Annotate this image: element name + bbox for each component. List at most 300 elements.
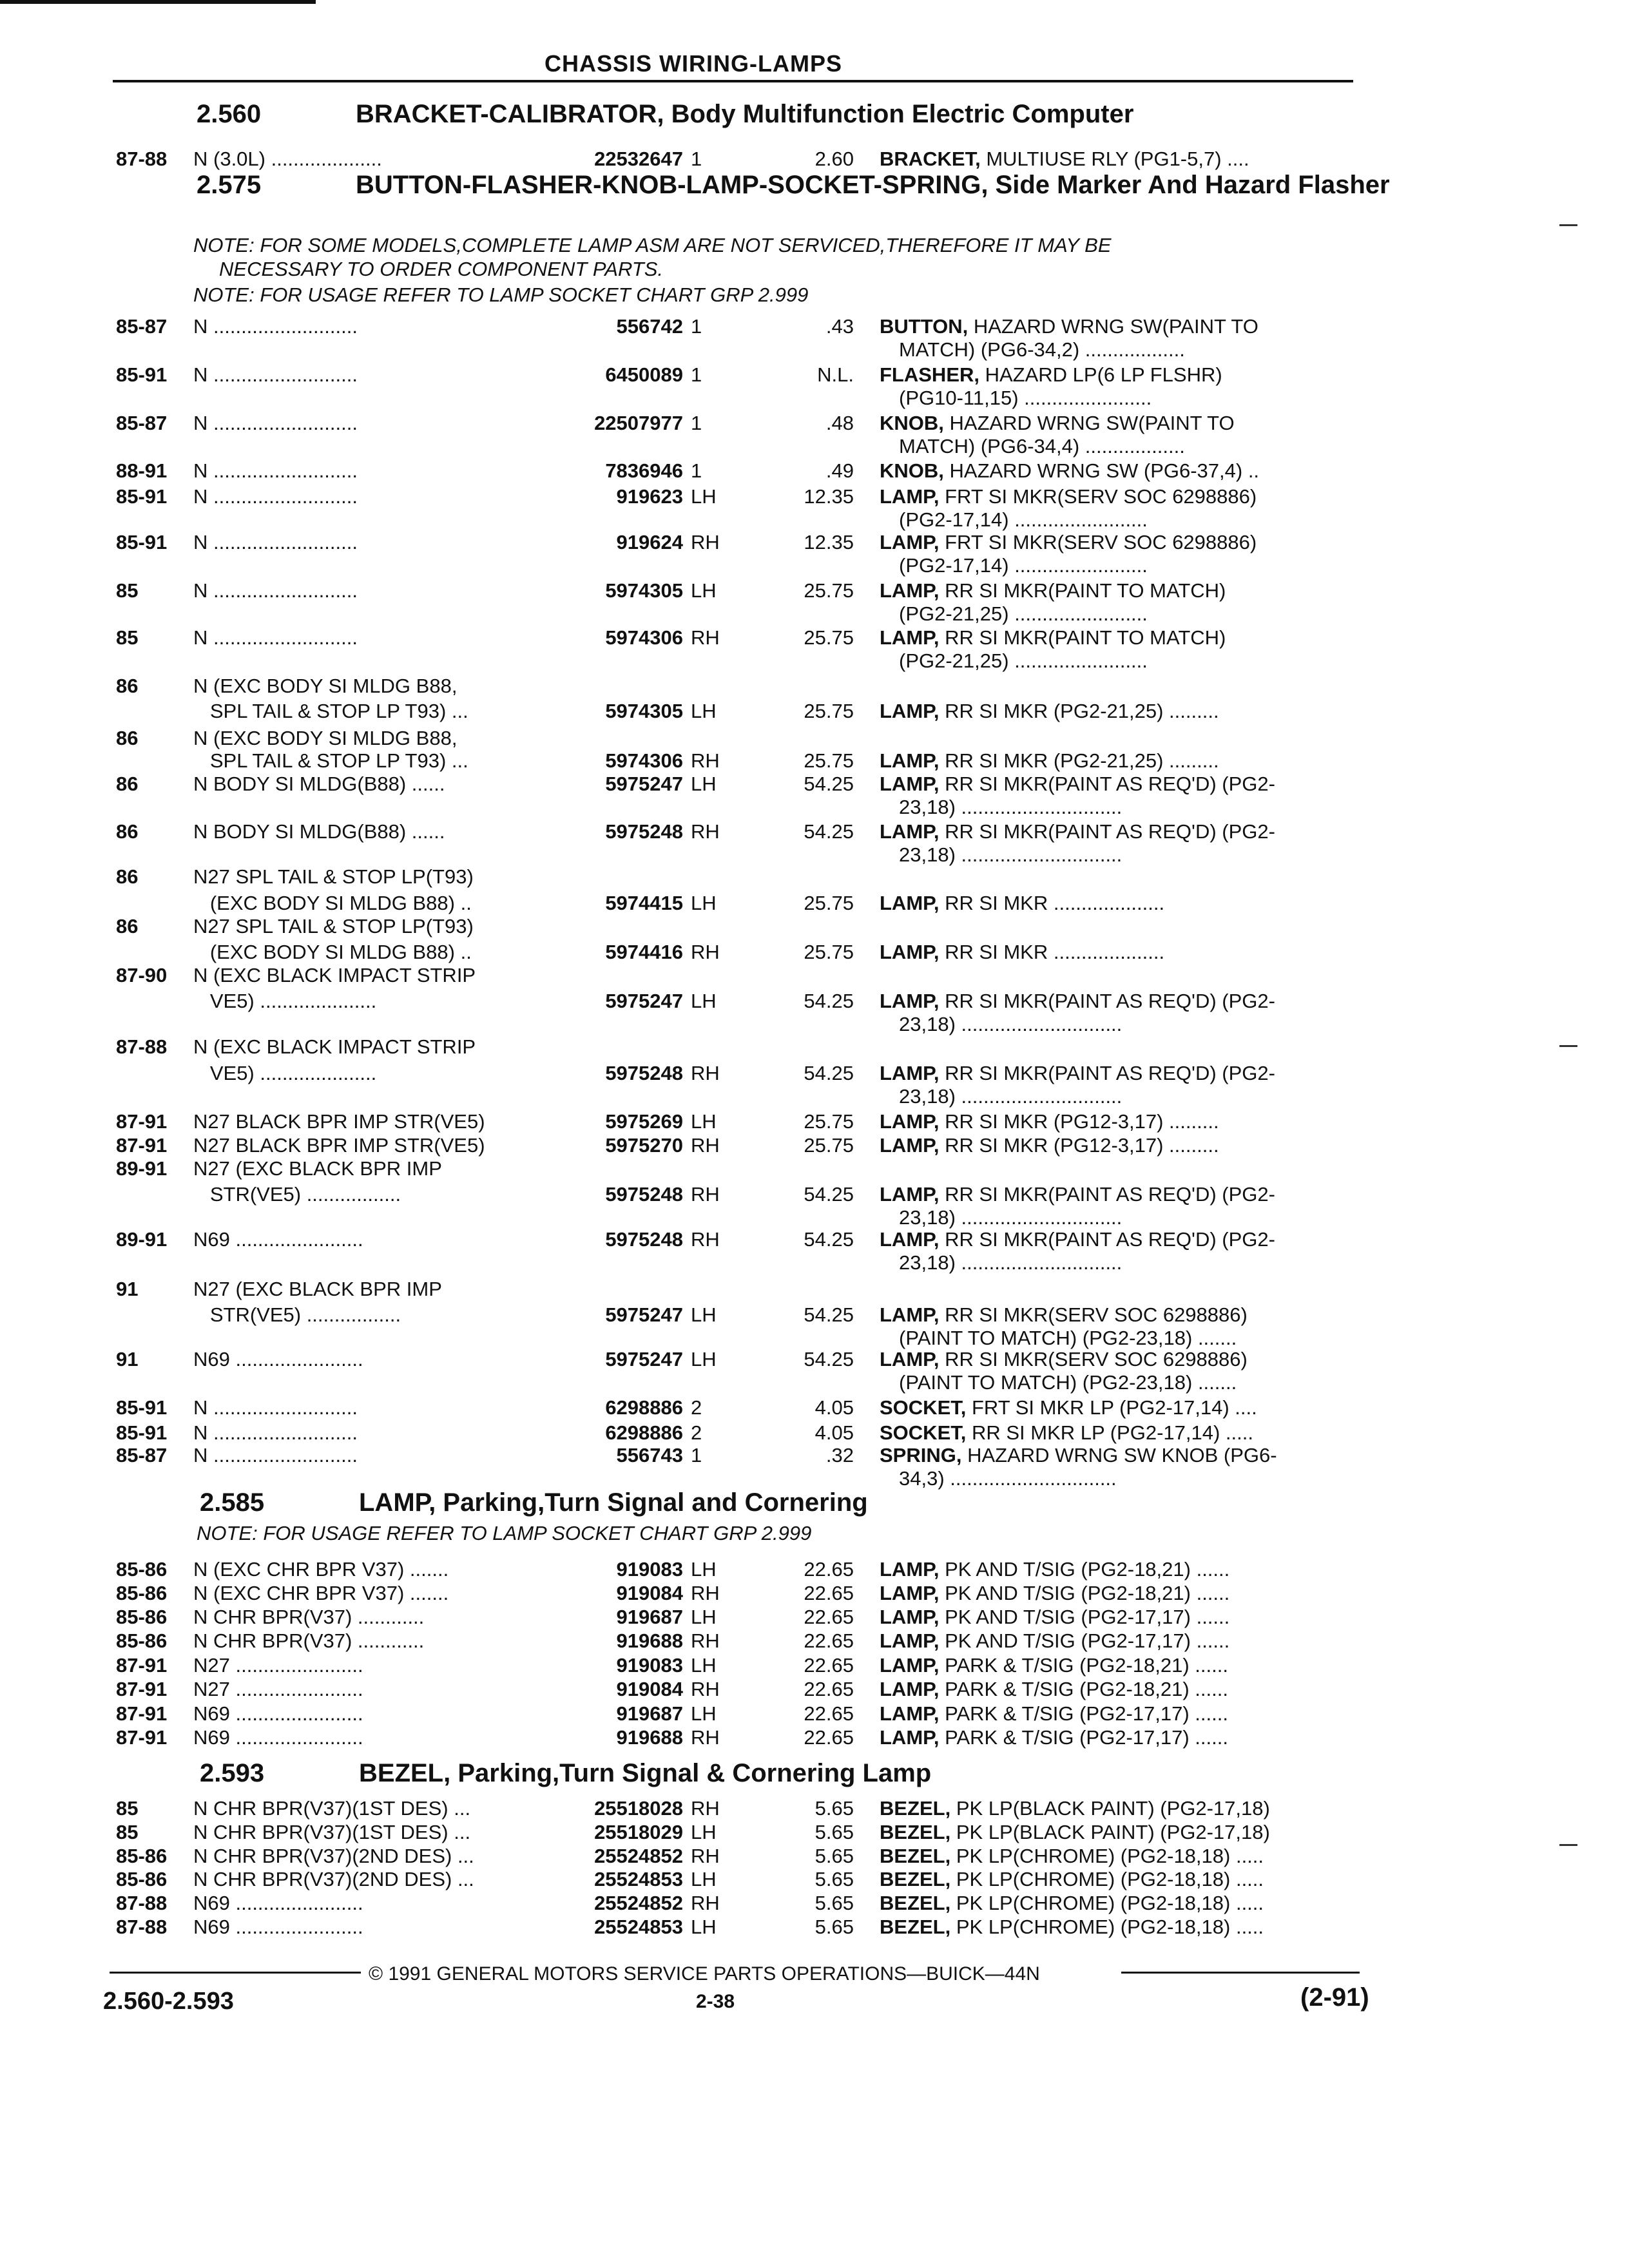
model-years: 85-91	[116, 1421, 168, 1444]
description	[880, 1581, 1356, 1605]
part-row	[0, 1182, 1629, 1208]
application: N69 .......................	[193, 1228, 363, 1251]
quantity: 1	[691, 459, 702, 482]
group-number: 2.560	[197, 100, 262, 128]
application: N27 SPL TAIL & STOP LP(T93)	[193, 915, 474, 937]
price: 54.25	[804, 1348, 854, 1370]
application: N27 SPL TAIL & STOP LP(T93)	[193, 865, 474, 888]
description	[880, 1867, 1356, 1891]
part-number: 556742	[616, 315, 683, 338]
part-detail: RR SI MKR (PG12-3,17) .........	[939, 1134, 1219, 1157]
description-continuation: (PG2-17,14) ........................	[899, 508, 1148, 531]
quantity: RH	[691, 1797, 720, 1820]
description	[880, 1796, 1356, 1820]
part-detail: HAZARD WRNG SW(PAINT TO	[943, 412, 1235, 434]
description	[880, 1725, 1356, 1749]
part-name: LAMP,	[880, 941, 940, 963]
application: N (EXC CHR BPR V37) .......	[193, 1558, 449, 1581]
price: 22.65	[804, 1678, 854, 1700]
price: 54.25	[804, 1183, 854, 1206]
part-name: BUTTON,	[880, 315, 969, 338]
part-detail: PARK & T/SIG (PG2-17,17) ......	[939, 1726, 1228, 1749]
description	[880, 314, 1356, 338]
model-years: 85-91	[116, 363, 168, 386]
application: N CHR BPR(V37)(2ND DES) ...	[193, 1868, 474, 1890]
group-title: LAMP, Parking,Turn Signal and Cornering	[359, 1488, 868, 1517]
part-row	[0, 865, 1629, 890]
description-continuation: 23,18) .............................	[899, 1251, 1123, 1274]
price: 54.25	[804, 1228, 854, 1251]
model-years: 85-91	[116, 1396, 168, 1419]
price: 54.25	[804, 773, 854, 795]
application: N ..........................	[193, 1444, 358, 1466]
part-row	[0, 459, 1629, 485]
part-name: LAMP,	[880, 1582, 940, 1604]
price: 22.65	[804, 1558, 854, 1581]
quantity: LH	[691, 773, 717, 795]
description	[880, 1844, 1356, 1868]
part-row	[0, 530, 1629, 556]
part-name: KNOB,	[880, 412, 944, 434]
part-number: 5974416	[605, 941, 683, 963]
model-years: 87-91	[116, 1726, 168, 1749]
part-detail: HAZARD WRNG SW(PAINT TO	[968, 315, 1258, 338]
part-name: LAMP,	[880, 820, 940, 843]
quantity: 1	[691, 363, 702, 386]
part-number: 25518029	[594, 1821, 683, 1843]
model-years: 85	[116, 579, 139, 602]
quantity: LH	[691, 990, 717, 1012]
quantity: RH	[691, 1845, 720, 1867]
application: N ..........................	[193, 412, 358, 434]
part-detail: PARK & T/SIG (PG2-18,21) ......	[939, 1678, 1228, 1700]
model-years: 85	[116, 1797, 139, 1820]
model-years: 85-87	[116, 412, 168, 434]
price: 54.25	[804, 820, 854, 843]
part-row	[0, 579, 1629, 604]
margin-mark	[1559, 1844, 1577, 1846]
part-name: LAMP,	[880, 1062, 940, 1084]
description	[880, 699, 1356, 723]
part-row	[0, 1844, 1629, 1870]
part-detail: PK AND T/SIG (PG2-17,17) ......	[939, 1606, 1230, 1628]
part-name: LAMP,	[880, 1654, 940, 1677]
part-name: LAMP,	[880, 1183, 940, 1206]
part-name: BRACKET,	[880, 148, 981, 170]
part-name: BEZEL,	[880, 1797, 951, 1820]
part-detail: RR SI MKR LP (PG2-17,14) .....	[966, 1421, 1253, 1444]
quantity: LH	[691, 579, 717, 602]
price: 25.75	[804, 579, 854, 602]
application: N69 .......................	[193, 1702, 363, 1725]
note-line: NECESSARY TO ORDER COMPONENT PARTS.	[219, 258, 664, 280]
application: N69 .......................	[193, 1348, 363, 1370]
part-row	[0, 1277, 1629, 1303]
application: N ..........................	[193, 626, 358, 649]
application: N27 (EXC BLACK BPR IMP	[193, 1157, 442, 1180]
part-name: BEZEL,	[880, 1892, 951, 1914]
price: 54.25	[804, 990, 854, 1012]
part-name: LAMP,	[880, 1348, 940, 1370]
model-years: 85-87	[116, 1444, 168, 1466]
footer-date: (2-91)	[1300, 1983, 1369, 2012]
model-years: 86	[116, 915, 139, 937]
part-detail: PARK & T/SIG (PG2-17,17) ......	[939, 1702, 1228, 1725]
model-years: 85	[116, 1821, 139, 1843]
part-number: 5974306	[605, 749, 683, 772]
part-name: LAMP,	[880, 1678, 940, 1700]
quantity: LH	[691, 700, 717, 722]
application: N69 .......................	[193, 1892, 363, 1914]
part-detail: PK AND T/SIG (PG2-17,17) ......	[939, 1629, 1230, 1652]
model-years: 91	[116, 1348, 139, 1370]
part-number: 5974306	[605, 626, 683, 649]
model-years: 91	[116, 1278, 139, 1300]
description	[880, 1061, 1356, 1085]
part-name: FLASHER,	[880, 363, 979, 386]
note-line: NOTE: FOR USAGE REFER TO LAMP SOCKET CHART GRP 2.999	[193, 284, 809, 306]
margin-mark	[1559, 1045, 1577, 1047]
description-continuation: (PG2-21,25) ........................	[899, 649, 1148, 672]
description-continuation: (PAINT TO MATCH) (PG2-23,18) .......	[899, 1371, 1237, 1394]
part-name: BEZEL,	[880, 1845, 951, 1867]
part-name: BEZEL,	[880, 1821, 951, 1843]
part-number: 919624	[616, 531, 683, 553]
part-name: LAMP,	[880, 1303, 940, 1326]
description	[880, 1347, 1356, 1371]
footer-rule-left	[110, 1972, 361, 1974]
model-years: 85-86	[116, 1629, 168, 1652]
price: 5.65	[815, 1845, 854, 1867]
model-years: 87-91	[116, 1654, 168, 1677]
quantity: LH	[691, 1821, 717, 1843]
description	[880, 772, 1356, 796]
part-number: 919083	[616, 1558, 683, 1581]
application: N (EXC CHR BPR V37) .......	[193, 1582, 449, 1604]
model-years: 86	[116, 773, 139, 795]
part-name: LAMP,	[880, 1629, 940, 1652]
description	[880, 891, 1356, 915]
footer-page-number: 2-38	[696, 1991, 735, 2012]
part-row	[0, 1133, 1629, 1159]
part-row	[0, 1820, 1629, 1846]
quantity: RH	[691, 1678, 720, 1700]
quantity: RH	[691, 1183, 720, 1206]
part-number: 6450089	[605, 363, 683, 386]
price: N.L.	[817, 363, 854, 386]
price: 12.35	[804, 485, 854, 508]
part-number: 25524853	[594, 1868, 683, 1890]
part-row	[0, 674, 1629, 700]
application: N ..........................	[193, 315, 358, 338]
part-name: SOCKET,	[880, 1396, 967, 1419]
application: SPL TAIL & STOP LP T93) ...	[193, 749, 468, 772]
part-number: 919687	[616, 1606, 683, 1628]
part-detail: RR SI MKR (PG2-21,25) .........	[939, 700, 1219, 722]
part-row	[0, 147, 1629, 173]
part-detail: PK LP(CHROME) (PG2-18,18) .....	[950, 1845, 1264, 1867]
price: 22.65	[804, 1702, 854, 1725]
part-row	[0, 411, 1629, 437]
part-row	[0, 1061, 1629, 1087]
quantity: RH	[691, 626, 720, 649]
part-number: 5974305	[605, 579, 683, 602]
application: (EXC BODY SI MLDG B88) ..	[193, 892, 472, 914]
application: N BODY SI MLDG(B88) ......	[193, 773, 445, 795]
description	[880, 363, 1356, 387]
model-years: 86	[116, 727, 139, 749]
part-number: 919084	[616, 1582, 683, 1604]
part-detail: RR SI MKR(PAINT AS REQ'D) (PG2-	[939, 820, 1275, 843]
model-years: 85-86	[116, 1582, 168, 1604]
price: 5.65	[815, 1916, 854, 1938]
price: 25.75	[804, 941, 854, 963]
group-number: 2.593	[200, 1759, 265, 1787]
part-number: 919623	[616, 485, 683, 508]
part-row	[0, 1796, 1629, 1822]
part-number: 919688	[616, 1629, 683, 1652]
quantity: LH	[691, 1558, 717, 1581]
quantity: LH	[691, 1702, 717, 1725]
part-name: LAMP,	[880, 892, 940, 914]
part-detail: RR SI MKR(PAINT TO MATCH)	[939, 626, 1226, 649]
part-number: 22507977	[594, 412, 683, 434]
part-row	[0, 1227, 1629, 1253]
part-row	[0, 891, 1629, 917]
model-years: 85	[116, 626, 139, 649]
description	[880, 1443, 1356, 1467]
footer-rule-right	[1121, 1972, 1360, 1974]
price: 25.75	[804, 892, 854, 914]
model-years: 87-88	[116, 148, 168, 170]
quantity: RH	[691, 1892, 720, 1914]
part-detail: FRT SI MKR(SERV SOC 6298886)	[939, 485, 1257, 508]
part-name: LAMP,	[880, 773, 940, 795]
part-row	[0, 914, 1629, 940]
part-name: LAMP,	[880, 990, 940, 1012]
group-title: BRACKET-CALIBRATOR, Body Multifunction Electric Computer	[356, 100, 1134, 128]
part-name: BEZEL,	[880, 1916, 951, 1938]
part-name: LAMP,	[880, 626, 940, 649]
description	[880, 147, 1356, 171]
price: 25.75	[804, 626, 854, 649]
part-detail: RR SI MKR ....................	[939, 941, 1165, 963]
description	[880, 1110, 1356, 1133]
application: N CHR BPR(V37)(1ST DES) ...	[193, 1797, 471, 1820]
margin-mark	[1559, 224, 1577, 226]
price: 12.35	[804, 531, 854, 553]
quantity: RH	[691, 1134, 720, 1157]
part-detail: PK AND T/SIG (PG2-18,21) ......	[939, 1558, 1230, 1581]
model-years: 85-87	[116, 315, 168, 338]
description	[880, 530, 1356, 554]
application: N69 .......................	[193, 1916, 363, 1938]
part-row	[0, 1725, 1629, 1751]
description	[880, 1227, 1356, 1251]
application: N69 .......................	[193, 1726, 363, 1749]
application: N27 .......................	[193, 1654, 363, 1677]
description	[880, 485, 1356, 508]
part-row	[0, 1702, 1629, 1727]
part-number: 919687	[616, 1702, 683, 1725]
price: 2.60	[815, 148, 854, 170]
description-continuation: (PAINT TO MATCH) (PG2-23,18) .......	[899, 1327, 1237, 1349]
part-detail: HAZARD WRNG SW KNOB (PG6-	[961, 1444, 1277, 1466]
model-years: 89-91	[116, 1228, 168, 1251]
part-detail: PK LP(CHROME) (PG2-18,18) .....	[950, 1892, 1264, 1914]
application: STR(VE5) .................	[193, 1303, 401, 1326]
part-detail: RR SI MKR(PAINT AS REQ'D) (PG2-	[939, 1062, 1275, 1084]
quantity: LH	[691, 1303, 717, 1326]
application: N (EXC BODY SI MLDG B88,	[193, 675, 458, 697]
part-row	[0, 1443, 1629, 1469]
part-detail: RR SI MKR(SERV SOC 6298886)	[939, 1303, 1248, 1326]
part-detail: PK LP(BLACK PAINT) (PG2-17,18)	[950, 1821, 1270, 1843]
application: N CHR BPR(V37)(2ND DES) ...	[193, 1845, 474, 1867]
application: SPL TAIL & STOP LP T93) ...	[193, 700, 468, 722]
header-rule	[113, 80, 1353, 82]
price: 4.05	[815, 1421, 854, 1444]
model-years: 87-88	[116, 1035, 168, 1058]
description	[880, 459, 1356, 483]
footer-group-range: 2.560-2.593	[103, 1988, 234, 2015]
application: N (3.0L) ....................	[193, 148, 382, 170]
part-number: 5975269	[605, 1110, 683, 1133]
application: N ..........................	[193, 459, 358, 482]
group-number: 2.585	[200, 1488, 265, 1517]
description-continuation: 23,18) .............................	[899, 1206, 1123, 1229]
price: 22.65	[804, 1582, 854, 1604]
description-continuation: (PG2-17,14) ........................	[899, 554, 1148, 577]
model-years: 86	[116, 865, 139, 888]
quantity: RH	[691, 941, 720, 963]
price: 25.75	[804, 1134, 854, 1157]
part-detail: PK AND T/SIG (PG2-18,21) ......	[939, 1582, 1230, 1604]
description	[880, 1605, 1356, 1629]
part-row	[0, 699, 1629, 725]
part-detail: RR SI MKR(PAINT AS REQ'D) (PG2-	[939, 990, 1275, 1012]
part-row	[0, 1421, 1629, 1446]
application: N CHR BPR(V37) ............	[193, 1629, 425, 1652]
description	[880, 989, 1356, 1013]
quantity: LH	[691, 1916, 717, 1938]
application: (EXC BODY SI MLDG B88) ..	[193, 941, 472, 963]
note-line: NOTE: FOR USAGE REFER TO LAMP SOCKET CHART GRP 2.999	[197, 1522, 812, 1544]
part-number: 919083	[616, 1654, 683, 1677]
part-row	[0, 314, 1629, 340]
model-years: 85-86	[116, 1606, 168, 1628]
quantity: RH	[691, 531, 720, 553]
quantity: RH	[691, 749, 720, 772]
part-detail: RR SI MKR (PG12-3,17) .........	[939, 1110, 1219, 1133]
application: N ..........................	[193, 531, 358, 553]
part-row	[0, 363, 1629, 389]
description	[880, 1629, 1356, 1653]
description-continuation: 23,18) .............................	[899, 1085, 1123, 1108]
description-continuation: 34,3) ..............................	[899, 1467, 1117, 1490]
part-row	[0, 1347, 1629, 1373]
description	[880, 1303, 1356, 1327]
description	[880, 626, 1356, 649]
model-years: 89-91	[116, 1157, 168, 1180]
part-detail: RR SI MKR(PAINT AS REQ'D) (PG2-	[939, 1183, 1275, 1206]
quantity: RH	[691, 1062, 720, 1084]
group-number: 2.575	[197, 171, 262, 199]
part-name: LAMP,	[880, 1726, 940, 1749]
part-row	[0, 1157, 1629, 1182]
description	[880, 820, 1356, 843]
part-row	[0, 1035, 1629, 1061]
part-number: 5975247	[605, 1303, 683, 1326]
quantity: 1	[691, 315, 702, 338]
price: 25.75	[804, 700, 854, 722]
quantity: LH	[691, 1110, 717, 1133]
description	[880, 1653, 1356, 1677]
part-number: 6298886	[605, 1396, 683, 1419]
price: 54.25	[804, 1062, 854, 1084]
part-detail: PARK & T/SIG (PG2-18,21) ......	[939, 1654, 1228, 1677]
part-number: 5975247	[605, 773, 683, 795]
price: 22.65	[804, 1629, 854, 1652]
price: 4.05	[815, 1396, 854, 1419]
part-number: 6298886	[605, 1421, 683, 1444]
part-detail: HAZARD LP(6 LP FLSHR)	[979, 363, 1222, 386]
description	[880, 1396, 1356, 1419]
part-name: LAMP,	[880, 700, 940, 722]
note-line: NOTE: FOR SOME MODELS,COMPLETE LAMP ASM ARE NOT SERVICED,THEREFORE IT MAY BE	[193, 234, 1112, 256]
description	[880, 940, 1356, 964]
part-row	[0, 1303, 1629, 1329]
description-continuation: MATCH) (PG6-34,4) ..................	[899, 435, 1185, 457]
price: 25.75	[804, 1110, 854, 1133]
part-name: SPRING,	[880, 1444, 962, 1466]
application: N CHR BPR(V37)(1ST DES) ...	[193, 1821, 471, 1843]
description	[880, 1915, 1356, 1939]
description	[880, 579, 1356, 602]
application: N27 BLACK BPR IMP STR(VE5)	[193, 1110, 485, 1133]
part-name: KNOB,	[880, 459, 944, 482]
model-years: 85-91	[116, 531, 168, 553]
application: N ..........................	[193, 363, 358, 386]
description	[880, 1677, 1356, 1701]
part-name: LAMP,	[880, 1702, 940, 1725]
part-row	[0, 1557, 1629, 1583]
part-number: 5975270	[605, 1134, 683, 1157]
application: N27 BLACK BPR IMP STR(VE5)	[193, 1134, 485, 1157]
part-name: LAMP,	[880, 1558, 940, 1581]
price: .32	[825, 1444, 854, 1466]
part-number: 7836946	[605, 459, 683, 482]
part-row	[0, 1891, 1629, 1917]
part-number: 5974415	[605, 892, 683, 914]
description	[880, 749, 1356, 773]
application: N ..........................	[193, 1421, 358, 1444]
description	[880, 1133, 1356, 1157]
part-row	[0, 749, 1629, 774]
part-detail: FRT SI MKR(SERV SOC 6298886)	[939, 531, 1257, 553]
application: N (EXC BLACK IMPACT STRIP	[193, 1035, 476, 1058]
part-row	[0, 820, 1629, 845]
application: N27 .......................	[193, 1678, 363, 1700]
description-continuation: MATCH) (PG6-34,2) ..................	[899, 338, 1185, 361]
page-header: CHASSIS WIRING-LAMPS	[545, 50, 843, 77]
top-rule	[0, 0, 316, 4]
description-continuation: 23,18) .............................	[899, 843, 1123, 866]
part-number: 25524852	[594, 1892, 683, 1914]
model-years: 85-91	[116, 485, 168, 508]
application: STR(VE5) .................	[193, 1183, 401, 1206]
quantity: 1	[691, 148, 702, 170]
